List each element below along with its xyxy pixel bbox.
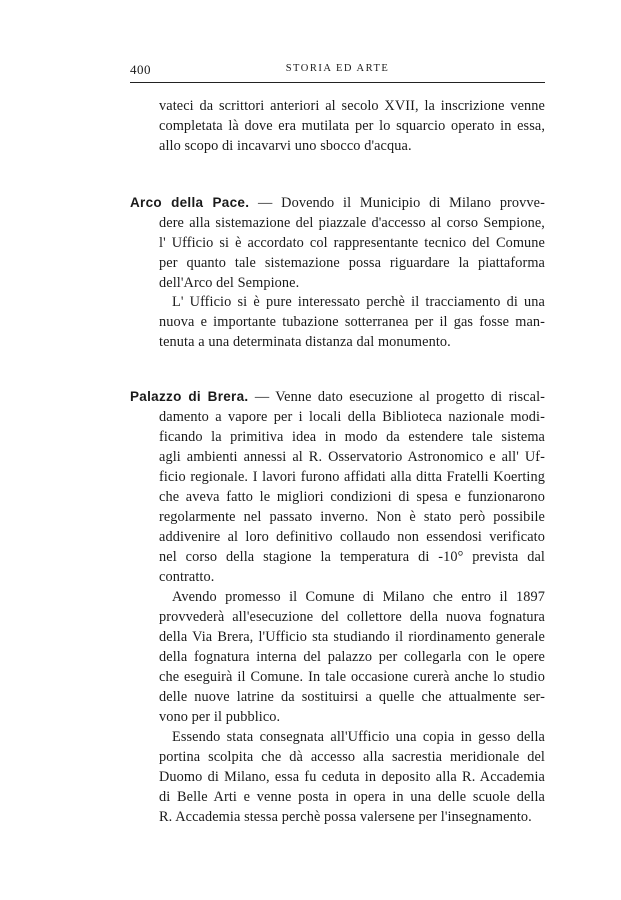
- text-line: nel corso della stagione la temperatura di -10° prevista dal: [159, 549, 545, 565]
- text-line: provvederà all'esecuzione del collettore della nuova fognatura: [159, 609, 545, 625]
- section-heading: Palazzo di Brera.: [130, 389, 249, 404]
- text-fragment: — Venne dato esecuzione al progetto di riscal-: [254, 389, 546, 405]
- page-header: [130, 62, 545, 84]
- text-line: di Belle Arti e venne posta in opera in una delle scuole della: [159, 789, 545, 805]
- text-line: delle nuove latrine da sostituirsi a quelle che attualmente ser-: [159, 689, 545, 705]
- text-line: della Via Brera, l'Ufficio sta studiando il riordinamento generale: [159, 629, 545, 645]
- page-number: 400: [130, 62, 151, 77]
- section-first-line: [130, 387, 545, 407]
- text-line: nuova e importante tubazione sotterranea per il gas fosse man-: [159, 314, 545, 330]
- text-line: vono per il pubblico.: [159, 709, 281, 725]
- text-line: tenuta a una determinata distanza dal monumento.: [159, 334, 451, 350]
- text-line: che aveva fatto le migliori condizioni di spesa e funzionarono: [159, 489, 545, 505]
- text-line: della fognatura interna del palazzo per collegarla con le opere: [159, 649, 545, 665]
- text-line: agli ambienti annessi al R. Osservatorio Astronomico e all' Uf-: [159, 449, 545, 465]
- text-line: damento a vapore per i locali della Biblioteca nazionale modi-: [159, 409, 545, 425]
- text-line: regolarmente nel passato inverno. Non è stato però possibile: [159, 509, 545, 525]
- text-line: Essendo stata consegnata all'Ufficio una copia in gesso della: [172, 729, 545, 745]
- section-heading: Arco della Pace.: [130, 195, 250, 210]
- text-line: dere alla sistemazione del piazzale d'accesso al corso Sempione,: [159, 215, 545, 231]
- text-line: portina scolpita che dà accesso alla sacrestia meridionale del: [159, 749, 545, 765]
- text-line: l' Ufficio si è accordato col rappresentante tecnico del Comune: [159, 235, 545, 251]
- text-line: allo scopo di incavarvi uno sbocco d'acqua.: [159, 138, 412, 154]
- text-line: per quanto tale sistemazione possa riguardare la piattaforma: [159, 255, 545, 271]
- text-line: addivenire al loro definitivo collaudo non essendosi verificato: [159, 529, 545, 545]
- running-head: STORIA ED ARTE: [285, 63, 390, 74]
- text-line: R. Accademia stessa perchè possa valersene per l'insegnamento.: [159, 809, 532, 825]
- text-line: che eseguirà il Comune. In tale occasione curerà anche lo studio: [159, 669, 545, 685]
- text-line: contratto.: [159, 569, 215, 585]
- text-line: completata là dove era mutilata per lo squarcio operato in essa,: [159, 118, 545, 134]
- text-fragment: — Dovendo il Municipio di Milano provve-: [258, 195, 545, 211]
- text-line: Avendo promesso il Comune di Milano che entro il 1897: [172, 589, 545, 605]
- section-first-line: [130, 193, 545, 213]
- header-rule: [130, 82, 545, 83]
- text-line: ficando la primitiva idea in modo da estendere tale sistema: [159, 429, 545, 445]
- text-line: ficio regionale. I lavori furono affidati alla ditta Fratelli Koerting: [159, 469, 545, 485]
- text-line: L' Ufficio si è pure interessato perchè il tracciamento di una: [172, 294, 545, 310]
- text-line: vateci da scrittori anteriori al secolo XVII, la inscrizione venne: [159, 98, 545, 114]
- text-line: dell'Arco del Sempione.: [159, 275, 300, 291]
- text-line: Duomo di Milano, essa fu ceduta in deposito alla R. Accademia: [159, 769, 545, 785]
